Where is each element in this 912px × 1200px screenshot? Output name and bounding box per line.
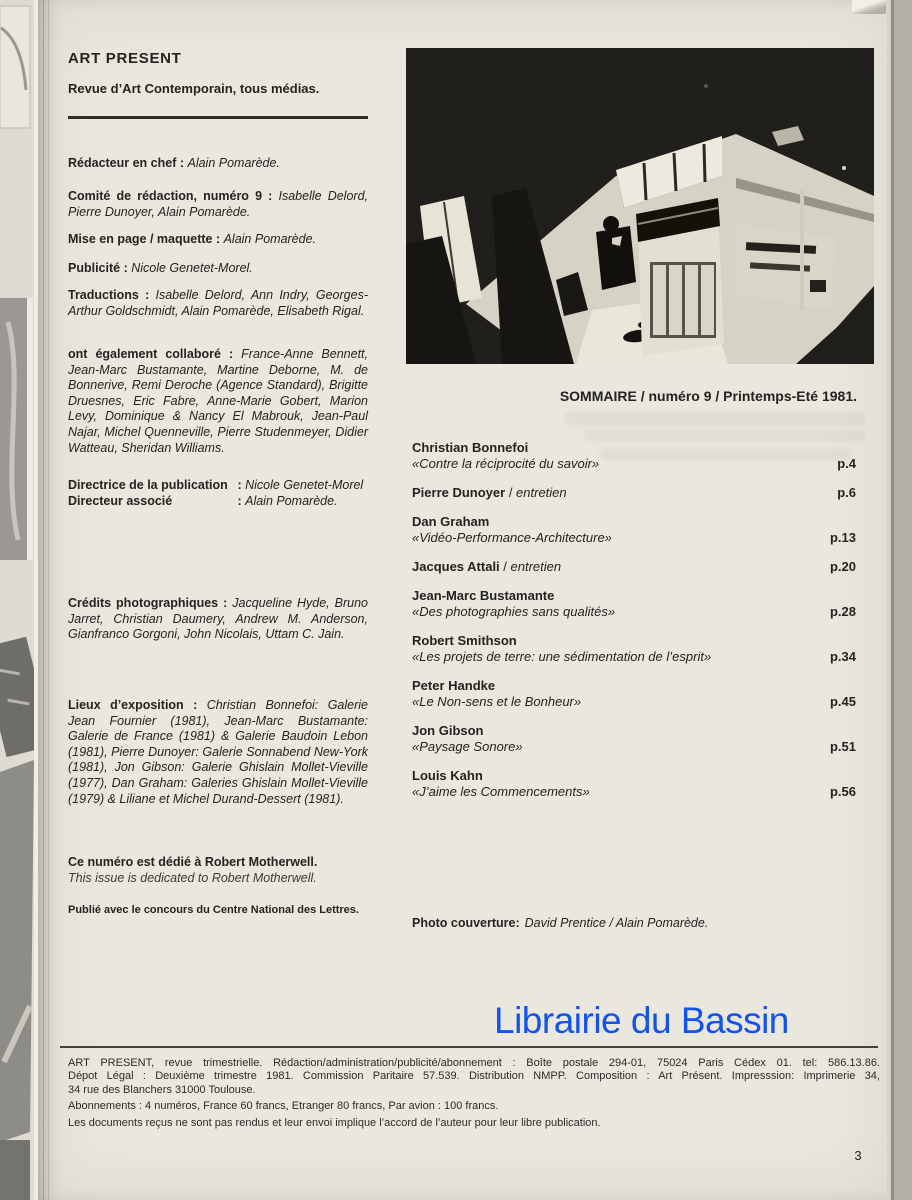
toc-author: Robert Smithson bbox=[412, 633, 517, 648]
masthead-directors bbox=[68, 478, 368, 509]
page-number: 3 bbox=[854, 1148, 862, 1163]
toc-author: Pierre Dunoyer bbox=[412, 485, 506, 500]
page-edge bbox=[891, 0, 894, 1200]
toc-page-ref: p.56 bbox=[829, 784, 856, 799]
masthead-editor: Rédacteur en chef : Alain Pomarède. bbox=[68, 156, 280, 170]
director-row: Directeur associé : Alain Pomarède. bbox=[68, 493, 338, 508]
toc-page-ref: p.34 bbox=[829, 649, 856, 664]
toc-article-title: «Paysage Sonore» bbox=[412, 739, 523, 754]
masthead-photo-credits: Crédits photographiques : Jacqueline Hyde, Bruno Jarret, Christian Daumery, Andrew M. Anderson, Gianfranco Gorgoni, John Nicolais, Uttam C. Jain. bbox=[68, 596, 368, 642]
toc-page-ref: p.45 bbox=[829, 694, 856, 709]
bookseller-stamp: Librairie du Bassin bbox=[494, 1000, 789, 1041]
toc-entry bbox=[412, 633, 856, 665]
footer-rule bbox=[60, 1046, 878, 1048]
toc-author: Jacques Attali bbox=[412, 559, 500, 574]
masthead-committee: Comité de rédaction, numéro 9 : Isabelle Delord, Pierre Dunoyer, Alain Pomarède. bbox=[68, 189, 369, 219]
toc-separator: / bbox=[505, 485, 517, 500]
support-note: Publié avec le concours du Centre National des Lettres. bbox=[68, 904, 359, 916]
toc-author: Jon Gibson bbox=[412, 723, 484, 738]
toc-article-title: entretien bbox=[510, 559, 562, 574]
toc-author: Jean-Marc Bustamante bbox=[412, 588, 555, 603]
toc-page-ref: p.4 bbox=[837, 456, 856, 471]
toc-page-ref: p.20 bbox=[829, 559, 856, 574]
magazine-subtitle: Revue d’Art Contemporain, tous médias. bbox=[68, 81, 320, 96]
masthead-advertising: Publicité : Nicole Genetet-Morel. bbox=[68, 261, 253, 275]
cover-photo-credit: Photo couverture: David Prentice / Alain Pomarède. bbox=[412, 915, 709, 930]
colophon-line: ART PRESENT, revue trimestrielle. Rédaction/administration/publicité/abonnement : Boîte postale 294-01, 75024 Paris Cédex 01. tel: 586.13.86. bbox=[68, 1057, 880, 1069]
toc-article-title: «Les projets de terre: une sédimentation de l’esprit» bbox=[412, 649, 712, 664]
toc-entry bbox=[412, 440, 856, 472]
corner-fold bbox=[852, 0, 886, 14]
masthead-exhibition-venues: Lieux d’exposition : Christian Bonnefoi: Galerie Jean Fournier (1981), Jean-Marc Bustamante: Galerie de France (1981) & Galerie Baudoin Lebon (1981), Pierre Dunoyer: Galerie Sonnabend New-York (1981), Jon Gibson: Galerie Ghislain Mollet-Vieville (1977), Dan Graham: Galeries Ghislain Mollet-Vieville (1979) & Liliane et Michel Durand-Dessert (1981). bbox=[68, 698, 368, 806]
photo-illustration bbox=[406, 48, 874, 364]
submissions-line: Les documents reçus ne sont pas rendus et leur envoi implique l’accord de l’auteur pour leur libre publication. bbox=[68, 1116, 601, 1129]
subscription-line: Abonnements : 4 numéros, France 60 francs, Etranger 80 francs, Par avion : 100 francs. bbox=[68, 1100, 499, 1113]
toc-page-ref: p.13 bbox=[829, 530, 856, 545]
toc-author: Christian Bonnefoi bbox=[412, 440, 529, 455]
colophon-line: 34 rue des Blanchers 31000 Toulouse. bbox=[68, 1083, 256, 1096]
printing-workshop-photo bbox=[406, 48, 874, 364]
masthead-translations: Traductions : Isabelle Delord, Ann Indry, Georges-Arthur Goldschmidt, Alain Pomarède, Elisabeth Rigal. bbox=[68, 288, 368, 318]
adjacent-page-strip bbox=[0, 0, 40, 1200]
toc-separator: / bbox=[499, 559, 511, 574]
colophon-line: Dépot Légal : Deuxième trimestre 1981. Commission Paritaire 57.539. Distribution NMPP. Composition : Art Présent. Impresssion: Imprimerie 34, bbox=[68, 1070, 880, 1083]
footer-colophon bbox=[68, 1057, 880, 1130]
spine-crease bbox=[43, 0, 44, 1200]
toc-author: Peter Handke bbox=[412, 678, 496, 693]
toc-entry bbox=[412, 485, 856, 501]
toc-entry bbox=[412, 678, 856, 710]
show-through-ghost bbox=[565, 412, 865, 426]
toc-entry bbox=[412, 723, 856, 755]
dedication-en: This issue is dedicated to Robert Motherwell. bbox=[68, 870, 317, 885]
toc-author: Dan Graham bbox=[412, 514, 490, 529]
toc-article-title: «J’aime les Commencements» bbox=[412, 784, 590, 799]
toc-article-title: «Le Non-sens et le Bonheur» bbox=[412, 694, 582, 709]
director-row: Directrice de la publication : Nicole Genetet-Morel bbox=[68, 478, 364, 492]
toc-page-ref: p.51 bbox=[829, 739, 856, 754]
magazine-title: ART PRESENT bbox=[68, 50, 182, 67]
toc-entry bbox=[412, 768, 856, 800]
toc-article-title: entretien bbox=[516, 485, 567, 500]
toc-article-title: «Contre la réciprocité du savoir» bbox=[412, 456, 600, 471]
toc-entry bbox=[412, 514, 856, 546]
sommaire-title: SOMMAIRE / numéro 9 / Printemps-Eté 1981. bbox=[559, 388, 857, 404]
toc-article-title: «Vidéo-Performance-Architecture» bbox=[412, 530, 612, 545]
divider-rule bbox=[68, 116, 368, 119]
masthead-layout: Mise en page / maquette : Alain Pomarède. bbox=[68, 232, 317, 246]
dedication-fr: Ce numéro est dédié à Robert Motherwell. bbox=[68, 855, 318, 869]
toc-entry bbox=[412, 588, 856, 620]
toc-article-title: «Des photographies sans qualités» bbox=[412, 604, 616, 619]
spine-crease bbox=[48, 0, 49, 1200]
masthead-contributors: ont également collaboré : France-Anne Bennett, Jean-Marc Bustamante, Martine Deborne, M. de Bonnerive, Remi Deroche (Agence Standard), Brigitte Druesnes, Eric Fabre, Anne-Marie Gobert, Marion Levy, Dominique & Nancy El Mabrouk, Jean-Paul Najar, Michel Quenneville, Pierre Studenmeyer, Didier Watteau, Sheridan Williams. bbox=[68, 347, 368, 455]
toc-page-ref: p.6 bbox=[837, 485, 856, 500]
toc-entry bbox=[412, 559, 856, 575]
table-of-contents bbox=[412, 440, 856, 813]
toc-author: Louis Kahn bbox=[412, 768, 483, 783]
dedication bbox=[68, 855, 368, 886]
toc-page-ref: p.28 bbox=[829, 604, 856, 619]
